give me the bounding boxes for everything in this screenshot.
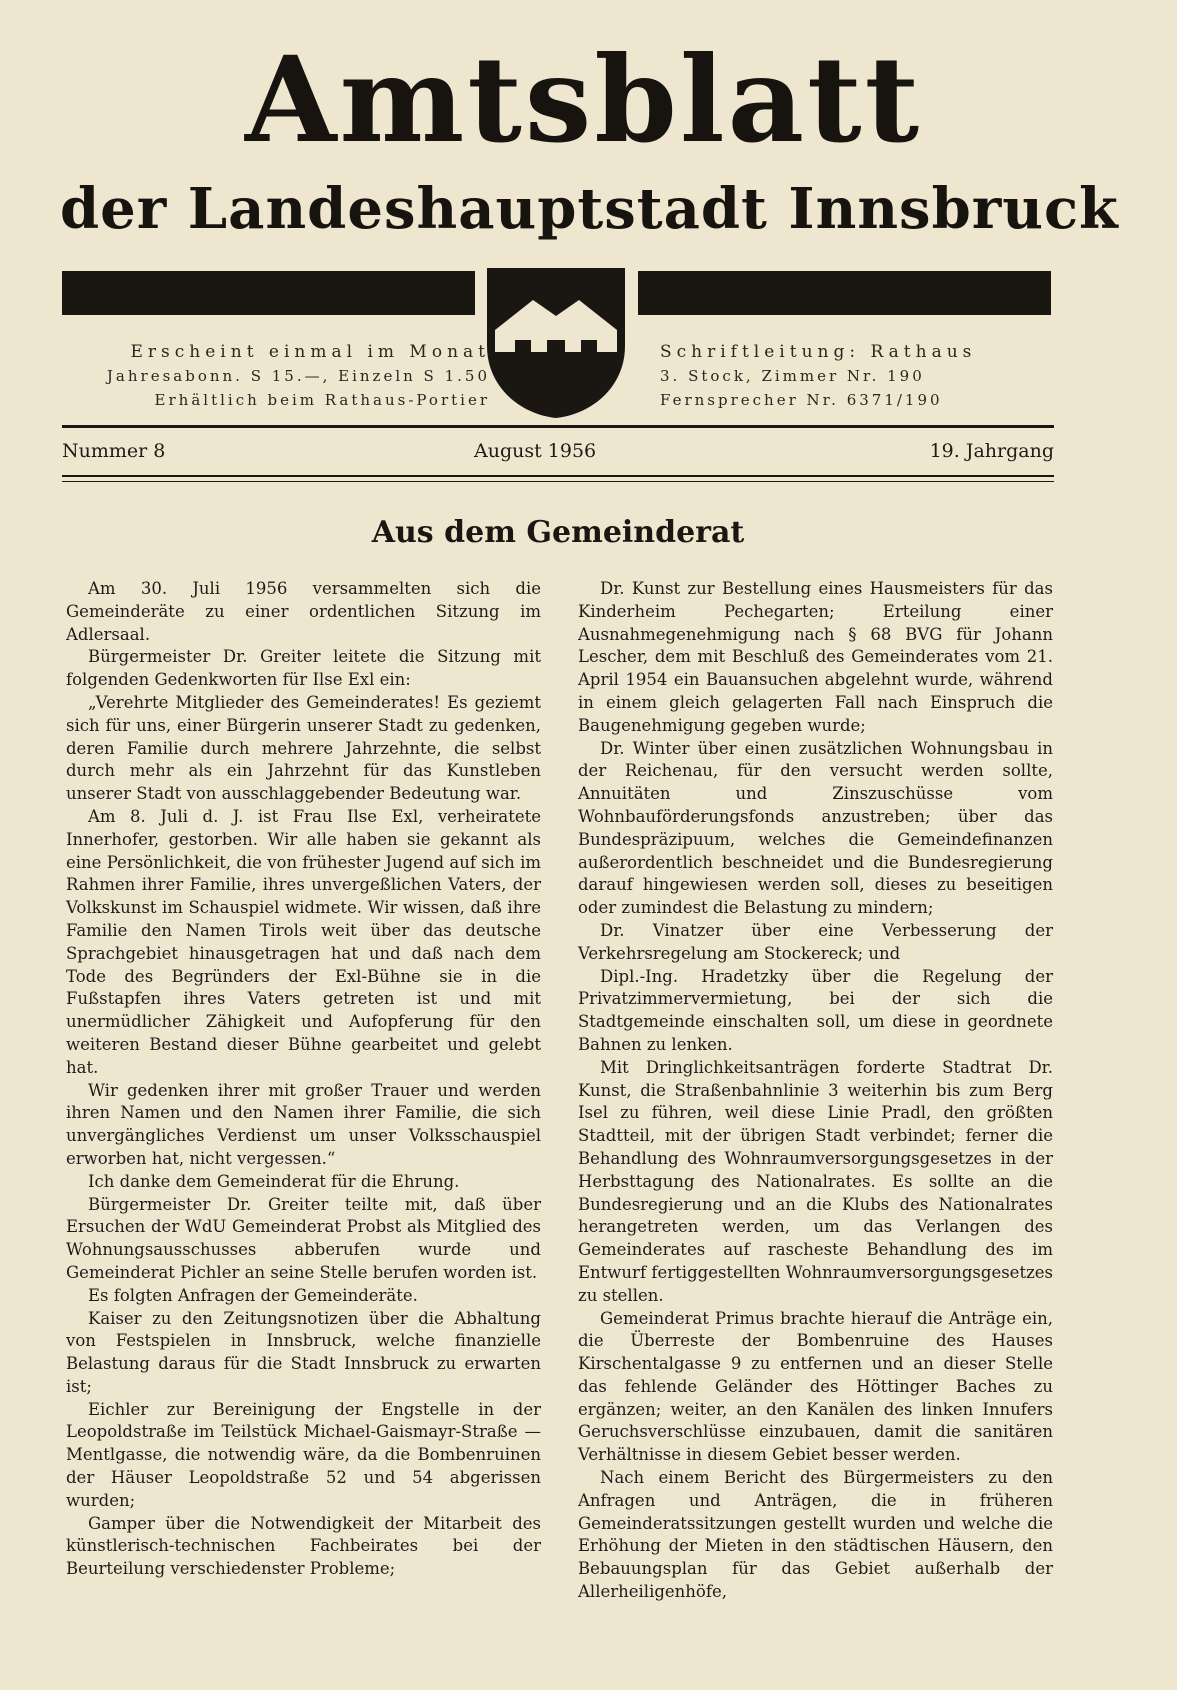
article-column-left (66, 578, 541, 1581)
paragraph: Dipl.-Ing. Hradetzky über die Regelung der Privatzimmervermietung, bei der sich die Stadtgemeinde einschalten soll, um diese in geordnete Bahnen zu lenken. (578, 966, 1053, 1054)
paragraph: Bürgermeister Dr. Greiter leitete die Sitzung mit folgenden Gedenkworten für Ilse Exl ein: (66, 647, 541, 690)
divider-bottom-thin (62, 481, 1054, 482)
paragraph: Nach einem Bericht des Bürgermeisters zu den Anfragen und Anträgen, die in früheren Gemeinderatssitzungen gestellt wurden und welche die Erhöhung der Mieten in den städtischen Häusern, den Bebauungsplan für das Gebiet außerhalb der Allerheiligenhöfe, (578, 1468, 1053, 1602)
publication-info (60, 340, 490, 412)
issue-number: Nummer 8 (62, 440, 166, 462)
publication-frequency: Erscheint einmal im Monat (130, 342, 490, 362)
city-crest-icon (485, 268, 627, 418)
subscription-prices: Jahresabonn. S 15.—, Einzeln S 1.50 (106, 367, 490, 385)
editorial-phone: Fernsprecher Nr. 6371/190 (660, 391, 943, 409)
paragraph: Wir gedenken ihrer mit großer Trauer und werden ihren Namen und den Namen ihrer Familie, die sich unvergängliches Verdienst um unser Volksschauspiel erworben hat, nicht vergessen.“ (66, 1080, 541, 1168)
paragraph: „Verehrte Mitglieder des Gemeinderates! Es geziemt sich für uns, einer Bürgerin unserer Stadt zu gedenken, deren Familie durch mehrere Jahrzehnte, die selbst durch mehr als ein Jahrzehnt für das Kunstleben unserer Stadt von ausschlaggebender Bedeutung war. (66, 692, 541, 804)
masthead-title: Amtsblatt (245, 30, 923, 169)
paragraph: Es folgten Anfragen der Gemeinderäte. (88, 1285, 418, 1305)
paragraph: Eichler zur Bereinigung der Engstelle in der Leopoldstraße im Teilstück Michael-Gaismayr-Straße — Mentlgasse, die notwendig wäre, da die Bombenruinen der Häuser Leopoldstraße 52 und 54 abgerissen wurden; (66, 1399, 541, 1510)
paragraph: Dr. Winter über einen zusätzlichen Wohnungsbau in der Reichenau, für den versucht werden sollte, Annuitäten und Zinszuschüsse vom Wohnbauförderungsfonds anzustreben; über das Bundespräzipuum, welches die Gemeindefinanzen außerordentlich beschneidet und die Bundesregierung darauf hingewiesen werden soll, dieses zu beseitigen oder zumindest die Belastung zu mindern; (578, 738, 1053, 918)
divider-bottom (62, 475, 1054, 477)
paragraph: Gemeinderat Primus brachte hierauf die Anträge ein, die Überreste der Bombenruine des Hauses Kirschentalgasse 9 zu entfernen und an dieser Stelle das fehlende Geländer des Höttinger Baches zu ergänzen; weiter, an den Kanälen des linken Innufers Geruchsverschlüsse einzubauen, damit die sanitären Verhältnisse in diesem Gebiet besser werden. (578, 1308, 1053, 1465)
paragraph: Kaiser zu den Zeitungsnotizen über die Abhaltung von Festspielen in Innsbruck, welche finanzielle Belastung daraus für die Stadt Innsbruck zu erwarten ist; (66, 1308, 541, 1396)
editorial-info (660, 340, 1060, 412)
masthead-subtitle: der Landeshauptstadt Innsbruck (60, 176, 1119, 242)
paragraph: Mit Dringlichkeitsanträgen forderte Stadtrat Dr. Kunst, die Straßenbahnlinie 3 weiterhin bis zum Berg Isel zu führen, weil diese Linie Pradl, den größten Stadtteil, mit der übrigen Stadt verbindet; ferner die Behandlung des Wohnraumversorgungsgesetzes in der Herbsttagung des Nationalrates. Es sollte an die Bundesregierung und an die Klubs des Nationalrates herangetreten werden, um das Verlangen des Gemeinderates auf rascheste Behandlung des im Entwurf fertiggestellten Wohnraumversorgungsgesetzes zu stellen. (578, 1057, 1053, 1305)
issue-line (62, 440, 1054, 468)
paragraph: Dr. Vinatzer über eine Verbesserung der Verkehrsregelung am Stockereck; und (578, 920, 1053, 963)
masthead-bar-left (62, 271, 475, 315)
availability-note: Erhältlich beim Rathaus-Portier (154, 391, 490, 409)
masthead-bar-right (638, 271, 1051, 315)
paragraph: Bürgermeister Dr. Greiter teilte mit, daß über Ersuchen der WdU Gemeinderat Probst als Mitglied des Wohnungsausschusses abberufen wurde und Gemeinderat Pichler an seine Stelle berufen worden ist. (66, 1194, 541, 1282)
article-headline: Aus dem Gemeinderat (371, 515, 745, 550)
editorial-room: 3. Stock, Zimmer Nr. 190 (660, 367, 925, 385)
article-column-right (578, 578, 1053, 1604)
divider-top (62, 425, 1054, 428)
paragraph: Am 8. Juli d. J. ist Frau Ilse Exl, verheiratete Innerhofer, gestorben. Wir alle haben sie gekannt als eine Persönlichkeit, die von frühester Jugend auf sich im Rahmen ihrer Familie, ihres unvergeßlichen Vaters, der Volkskunst im Schauspiel widmete. Wir wissen, daß ihre Familie den Namen Tirols weit über das deutsche Sprachgebiet hinausgetragen hat und daß nach dem Tode des Begründers der Exl-Bühne sie in die Fußstapfen ihres Vaters getreten ist und mit unermüdlicher Zähigkeit und Aufopferung für den weiteren Bestand dieser Bühne gearbeitet und gelebt hat. (66, 806, 541, 1077)
issue-volume: 19. Jahrgang (929, 440, 1054, 462)
paragraph: Gamper über die Notwendigkeit der Mitarbeit des künstlerisch-technischen Fachbeirates bei der Beurteilung verschiedenster Probleme; (66, 1513, 541, 1579)
paragraph: Dr. Kunst zur Bestellung eines Hausmeisters für das Kinderheim Pechegarten; Erteilung einer Ausnahmegenehmigung nach § 68 BVG für Johann Lescher, dem mit Beschluß des Gemeinderates vom 21. April 1954 ein Bauansuchen abgelehnt wurde, während in einem gleich gelagerten Fall nach Einspruch die Baugenehmigung gegeben wurde; (578, 579, 1053, 735)
paragraph: Am 30. Juli 1956 versammelten sich die Gemeinderäte zu einer ordentlichen Sitzung im Adlersaal. (66, 579, 541, 644)
editorial-office: Schriftleitung: Rathaus (660, 342, 977, 362)
issue-date: August 1956 (474, 440, 597, 462)
paragraph: Ich danke dem Gemeinderat für die Ehrung. (88, 1171, 460, 1191)
